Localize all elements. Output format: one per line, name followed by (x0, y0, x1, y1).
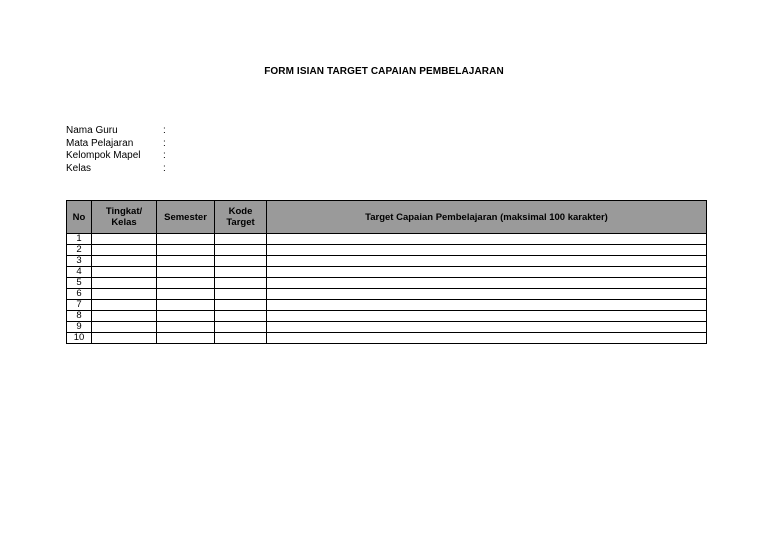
tingkat-kelas-cell[interactable] (92, 311, 157, 322)
kode-target-cell[interactable] (215, 267, 267, 278)
target-capaian-cell[interactable] (267, 245, 707, 256)
target-capaian-cell[interactable] (267, 300, 707, 311)
kode-target-cell[interactable] (215, 278, 267, 289)
table-row (67, 245, 707, 256)
semester-cell[interactable] (157, 278, 215, 289)
semester-cell[interactable] (157, 267, 215, 278)
info-colon: : (163, 125, 166, 136)
target-table (66, 200, 707, 344)
info-label-nama-guru: Nama Guru (66, 125, 118, 136)
semester-cell[interactable] (157, 300, 215, 311)
table-row (67, 289, 707, 300)
target-capaian-cell[interactable] (267, 311, 707, 322)
info-row-kelas (66, 163, 166, 176)
table-row (67, 300, 707, 311)
info-colon: : (163, 162, 166, 174)
info-row-mata-pelajaran (66, 138, 166, 151)
header-no: No (67, 201, 92, 234)
tingkat-kelas-cell[interactable] (92, 289, 157, 300)
header-target-capaian: Target Capaian Pembelajaran (maksimal 100 karakter) (267, 201, 707, 234)
header-tingkat-kelas: Tingkat/ Kelas (92, 201, 157, 234)
target-capaian-cell[interactable] (267, 256, 707, 267)
target-capaian-cell[interactable] (267, 322, 707, 333)
header-kode-target: Kode Target (215, 201, 267, 234)
target-capaian-cell[interactable] (267, 267, 707, 278)
semester-cell[interactable] (157, 256, 215, 267)
kode-target-cell[interactable] (215, 234, 267, 245)
target-capaian-cell[interactable] (267, 289, 707, 300)
row-number: 8 (67, 311, 92, 322)
semester-cell[interactable] (157, 245, 215, 256)
row-number: 6 (67, 289, 92, 300)
row-number: 7 (67, 300, 92, 311)
table-row (67, 322, 707, 333)
table-header-row (67, 201, 707, 234)
target-capaian-cell[interactable] (267, 333, 707, 344)
tingkat-kelas-cell[interactable] (92, 267, 157, 278)
table-row (67, 333, 707, 344)
info-label-kelas: Kelas (66, 162, 92, 174)
row-number: 9 (67, 322, 92, 333)
kode-target-cell[interactable] (215, 245, 267, 256)
semester-cell[interactable] (157, 289, 215, 300)
semester-cell[interactable] (157, 311, 215, 322)
info-label-mata-pelajaran: Mata Pelajaran (66, 137, 134, 149)
table-row (67, 234, 707, 245)
table-row (67, 267, 707, 278)
info-row-kelompok-mapel (66, 150, 166, 163)
row-number: 3 (67, 256, 92, 267)
table-row (67, 256, 707, 267)
semester-cell[interactable] (157, 322, 215, 333)
row-number: 10 (67, 333, 92, 344)
kode-target-cell[interactable] (215, 289, 267, 300)
table-row (67, 278, 707, 289)
row-number: 5 (67, 278, 92, 289)
target-capaian-cell[interactable] (267, 234, 707, 245)
header-semester: Semester (157, 201, 215, 234)
info-label-kelompok-mapel: Kelompok Mapel (66, 150, 141, 161)
tingkat-kelas-cell[interactable] (92, 322, 157, 333)
form-info (66, 125, 166, 175)
tingkat-kelas-cell[interactable] (92, 278, 157, 289)
tingkat-kelas-cell[interactable] (92, 333, 157, 344)
info-colon: : (163, 137, 166, 149)
page-title: FORM ISIAN TARGET CAPAIAN PEMBELAJARAN (264, 66, 504, 77)
kode-target-cell[interactable] (215, 300, 267, 311)
row-number: 4 (67, 267, 92, 278)
semester-cell[interactable] (157, 234, 215, 245)
info-colon: : (163, 150, 166, 161)
kode-target-cell[interactable] (215, 333, 267, 344)
tingkat-kelas-cell[interactable] (92, 245, 157, 256)
tingkat-kelas-cell[interactable] (92, 234, 157, 245)
kode-target-cell[interactable] (215, 322, 267, 333)
row-number: 2 (67, 245, 92, 256)
kode-target-cell[interactable] (215, 256, 267, 267)
table-body (67, 234, 707, 344)
target-capaian-cell[interactable] (267, 278, 707, 289)
semester-cell[interactable] (157, 333, 215, 344)
row-number: 1 (67, 234, 92, 245)
table-row (67, 311, 707, 322)
tingkat-kelas-cell[interactable] (92, 256, 157, 267)
tingkat-kelas-cell[interactable] (92, 300, 157, 311)
kode-target-cell[interactable] (215, 311, 267, 322)
info-row-nama-guru (66, 125, 166, 138)
